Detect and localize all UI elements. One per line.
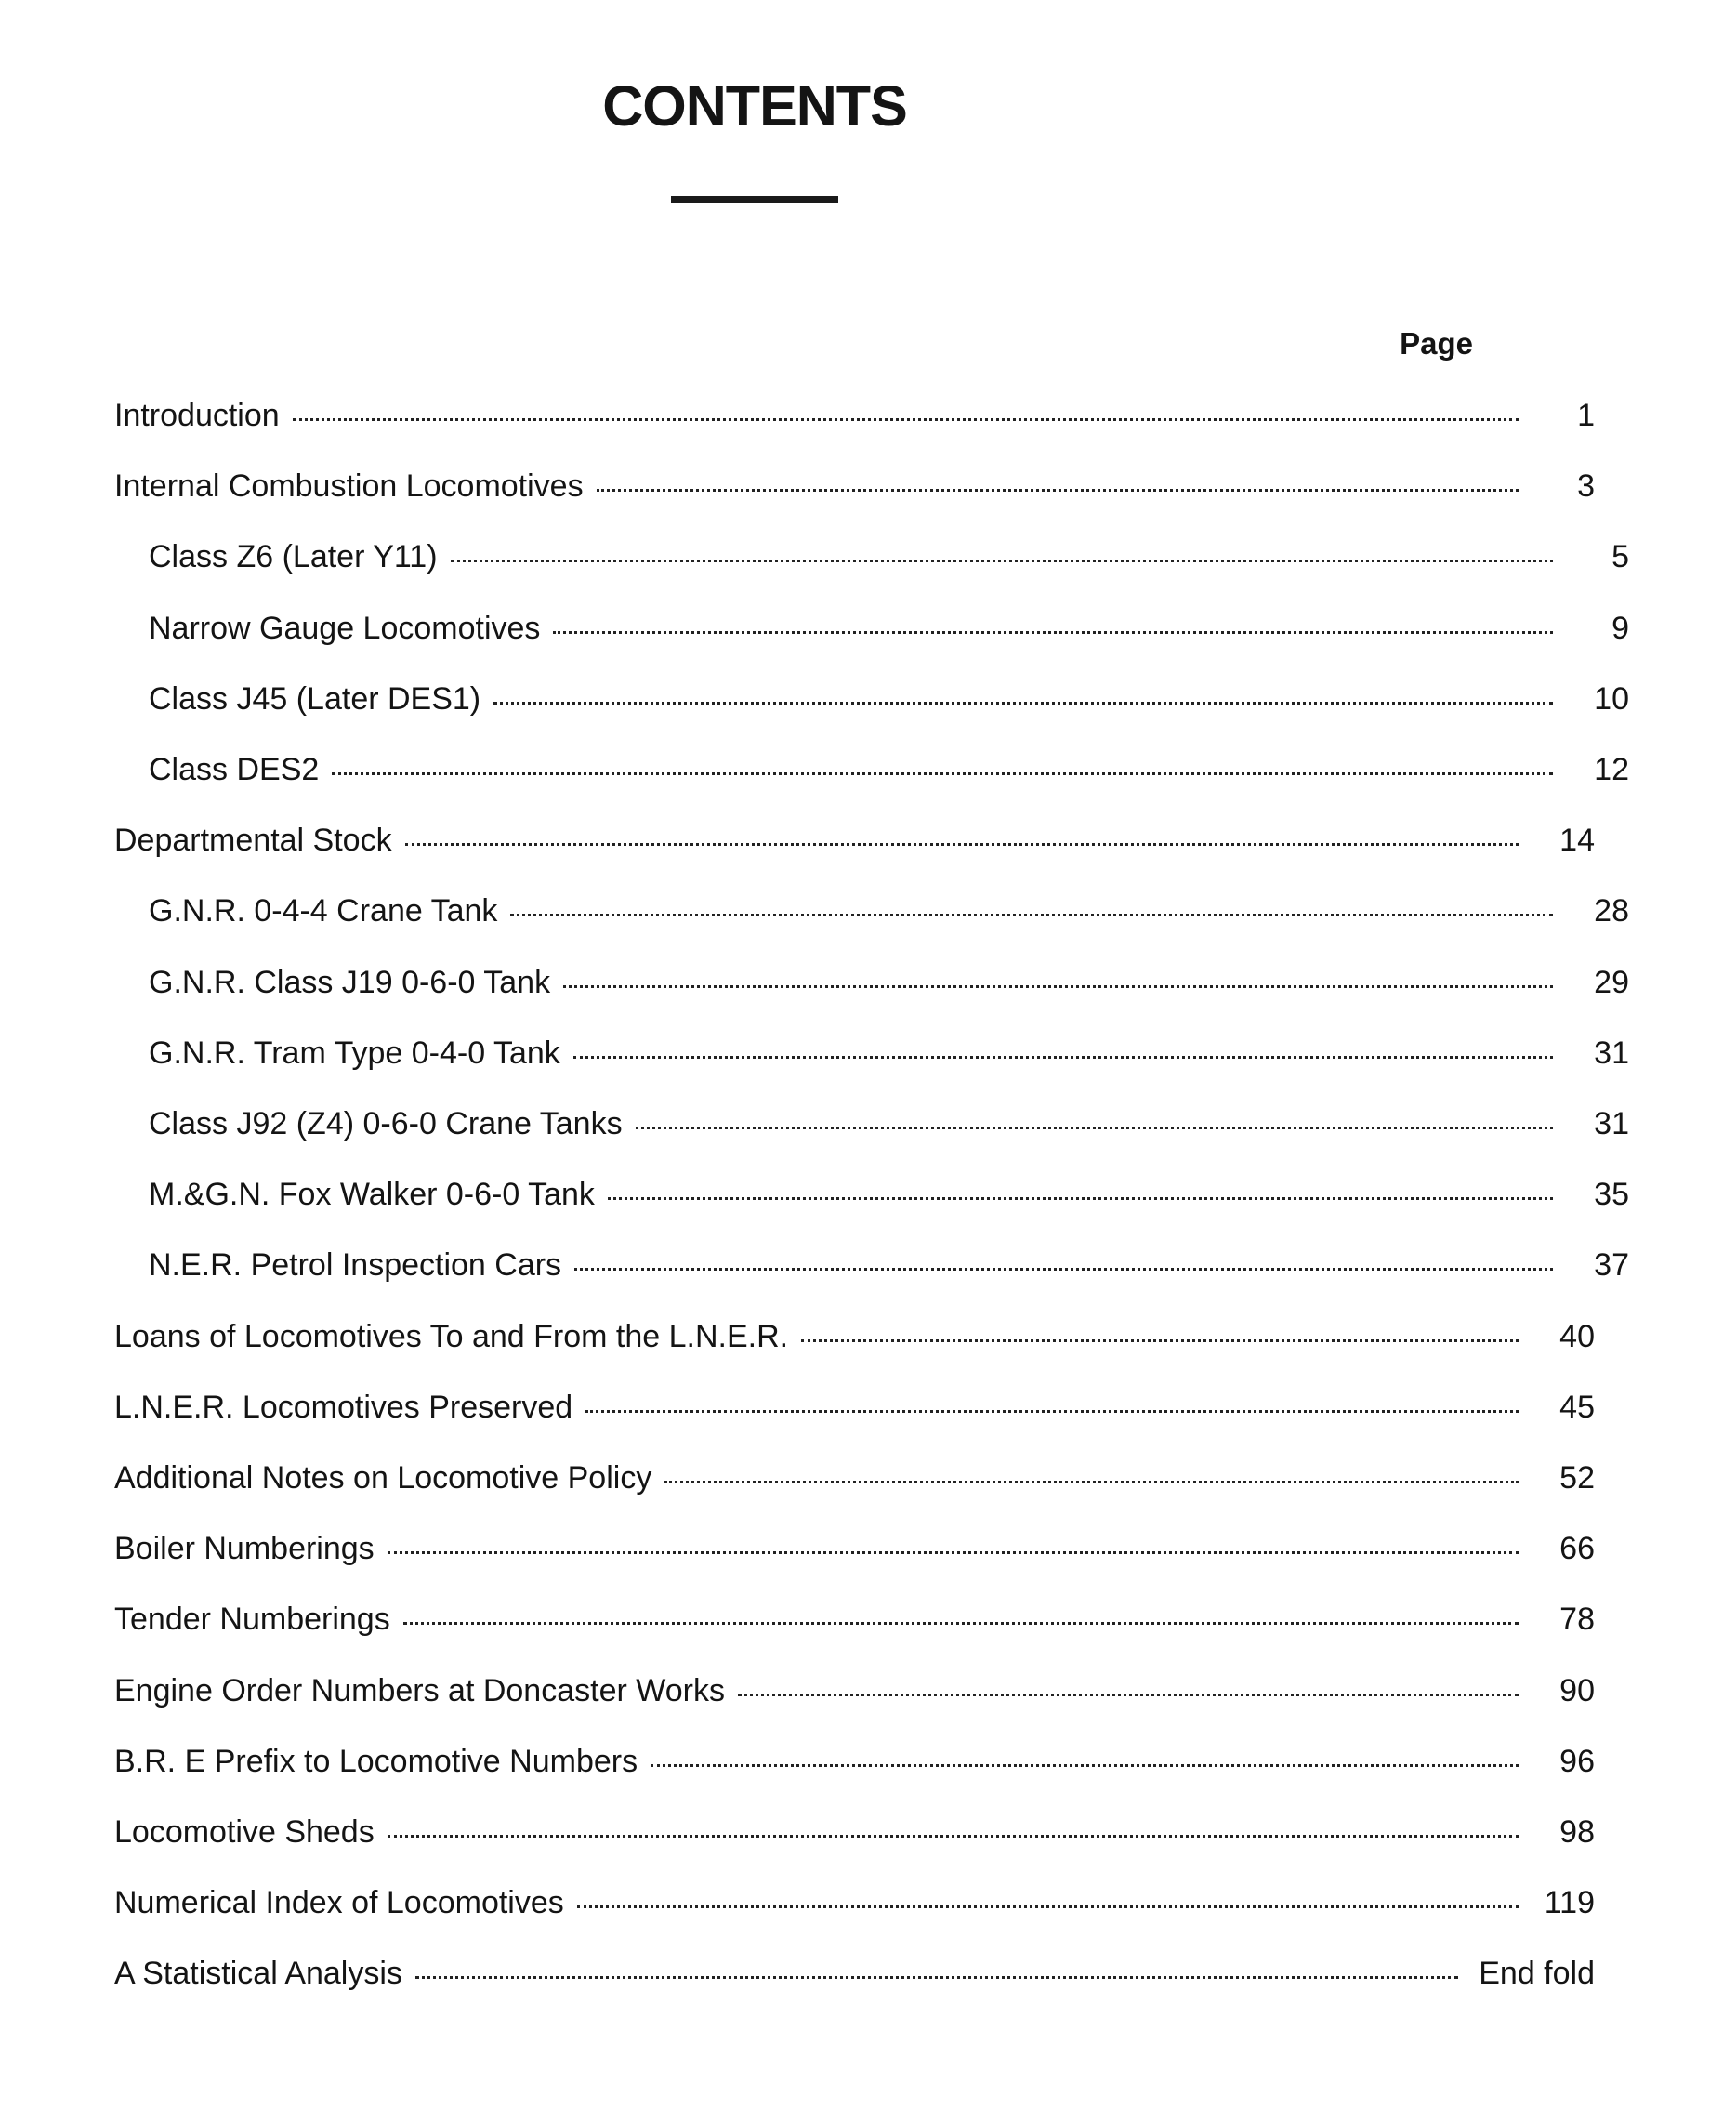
toc-entry: [0, 1525, 1702, 1572]
dot-leader: [577, 1905, 1519, 1908]
toc-entry-page: End fold: [1479, 1956, 1595, 1991]
toc-entry-page: 31: [1594, 1035, 1629, 1071]
dot-leader: [597, 489, 1519, 492]
page-title: CONTENTS: [602, 74, 907, 138]
toc-entry-title: Class J45 (Later DES1): [149, 681, 481, 717]
toc-entry: [0, 676, 1736, 722]
toc-entry-page: 37: [1594, 1247, 1629, 1283]
toc-entry-title: Loans of Locomotives To and From the L.N.E.R.: [114, 1319, 789, 1354]
toc-entry-page: 31: [1594, 1106, 1629, 1141]
toc-entry: [0, 1313, 1702, 1360]
toc-entry-page: 35: [1594, 1177, 1629, 1212]
toc-entry-page: 40: [1559, 1319, 1595, 1354]
toc-entry-title: Internal Combustion Locomotives: [114, 468, 584, 504]
dot-leader: [403, 1622, 1519, 1625]
dot-leader: [651, 1764, 1519, 1767]
toc-entry: [0, 817, 1702, 864]
dot-leader: [388, 1835, 1519, 1838]
toc-entry-page: 29: [1594, 965, 1629, 1000]
toc-entry: [0, 746, 1736, 793]
toc-entry-title: G.N.R. Tram Type 0-4-0 Tank: [149, 1035, 560, 1071]
toc-entry: [0, 1455, 1702, 1501]
toc-entry: [0, 1879, 1702, 1926]
page-column-label: Page: [1400, 326, 1473, 361]
dot-leader: [563, 985, 1553, 988]
title-underline: [671, 196, 838, 203]
toc-entry-title: G.N.R. Class J19 0-6-0 Tank: [149, 965, 551, 1000]
dot-leader: [585, 1410, 1519, 1413]
dot-leader: [664, 1481, 1519, 1483]
toc-entry-title: M.&G.N. Fox Walker 0-6-0 Tank: [149, 1177, 595, 1212]
toc-entry: [0, 1384, 1702, 1431]
dot-leader: [738, 1694, 1519, 1696]
toc-entry-page: 98: [1559, 1814, 1595, 1850]
toc-entry-title: G.N.R. 0-4-4 Crane Tank: [149, 893, 498, 929]
toc-entry: [0, 1101, 1736, 1147]
toc-entry: [0, 534, 1736, 580]
toc-entry: [0, 1596, 1702, 1642]
toc-entry-page: 66: [1559, 1531, 1595, 1566]
dot-leader: [553, 631, 1553, 634]
dot-leader: [451, 560, 1553, 562]
toc-entry-title: Class Z6 (Later Y11): [149, 539, 438, 574]
toc-entry-title: L.N.E.R. Locomotives Preserved: [114, 1390, 573, 1425]
toc-entry: [0, 1171, 1736, 1218]
toc-entry: [0, 1809, 1702, 1855]
toc-entry: [0, 1950, 1702, 1997]
dot-leader: [388, 1551, 1519, 1554]
toc-entry-title: Tender Numberings: [114, 1602, 390, 1637]
toc-entry-page: 119: [1544, 1885, 1595, 1920]
dot-leader: [573, 1056, 1553, 1059]
toc-entry-page: 10: [1594, 681, 1629, 717]
toc-entry-page: 3: [1577, 468, 1595, 504]
toc-entry-page: 78: [1559, 1602, 1595, 1637]
toc-entry: [0, 1738, 1702, 1785]
toc-entry-page: 90: [1559, 1673, 1595, 1708]
toc-entry: [0, 888, 1736, 934]
toc-entry-title: B.R. E Prefix to Locomotive Numbers: [114, 1744, 638, 1779]
toc-entry-page: 14: [1559, 823, 1595, 858]
toc-entry: [0, 1030, 1736, 1076]
toc-entry-page: 28: [1594, 893, 1629, 929]
toc-entry-title: Additional Notes on Locomotive Policy: [114, 1460, 652, 1496]
toc-entry: [0, 959, 1736, 1006]
dot-leader: [293, 418, 1519, 421]
toc-entry-title: Narrow Gauge Locomotives: [149, 611, 541, 646]
toc-entry-title: Boiler Numberings: [114, 1531, 375, 1566]
dot-leader: [801, 1339, 1519, 1342]
toc-entry-title: Class J92 (Z4) 0-6-0 Crane Tanks: [149, 1106, 623, 1141]
toc-entry-title: Locomotive Sheds: [114, 1814, 375, 1850]
toc-entry-page: 5: [1611, 539, 1629, 574]
toc-entry: [0, 1668, 1702, 1714]
toc-entry-title: Numerical Index of Locomotives: [114, 1885, 564, 1920]
toc-entry: [0, 1242, 1736, 1288]
toc-entry: [0, 463, 1702, 509]
toc-entry: [0, 392, 1702, 439]
toc-entry-page: 45: [1559, 1390, 1595, 1425]
toc-entry-title: Engine Order Numbers at Doncaster Works: [114, 1673, 725, 1708]
dot-leader: [493, 702, 1553, 705]
toc-entry-page: 1: [1577, 398, 1595, 433]
toc-entry: [0, 605, 1736, 652]
dot-leader: [415, 1976, 1458, 1979]
dot-leader: [608, 1197, 1553, 1200]
dot-leader: [332, 772, 1553, 775]
toc-entry-title: Class DES2: [149, 752, 320, 787]
dot-leader: [405, 843, 1519, 846]
toc-entry-page: 9: [1611, 611, 1629, 646]
toc-entry-title: Introduction: [114, 398, 280, 433]
toc-entry-title: N.E.R. Petrol Inspection Cars: [149, 1247, 562, 1283]
toc-entry-page: 12: [1594, 752, 1629, 787]
toc-entry-title: A Statistical Analysis: [114, 1956, 402, 1991]
dot-leader: [574, 1268, 1553, 1271]
dot-leader: [510, 914, 1553, 916]
toc-entry-page: 52: [1559, 1460, 1595, 1496]
toc-entry-page: 96: [1559, 1744, 1595, 1779]
dot-leader: [636, 1127, 1553, 1129]
toc-entry-title: Departmental Stock: [114, 823, 392, 858]
